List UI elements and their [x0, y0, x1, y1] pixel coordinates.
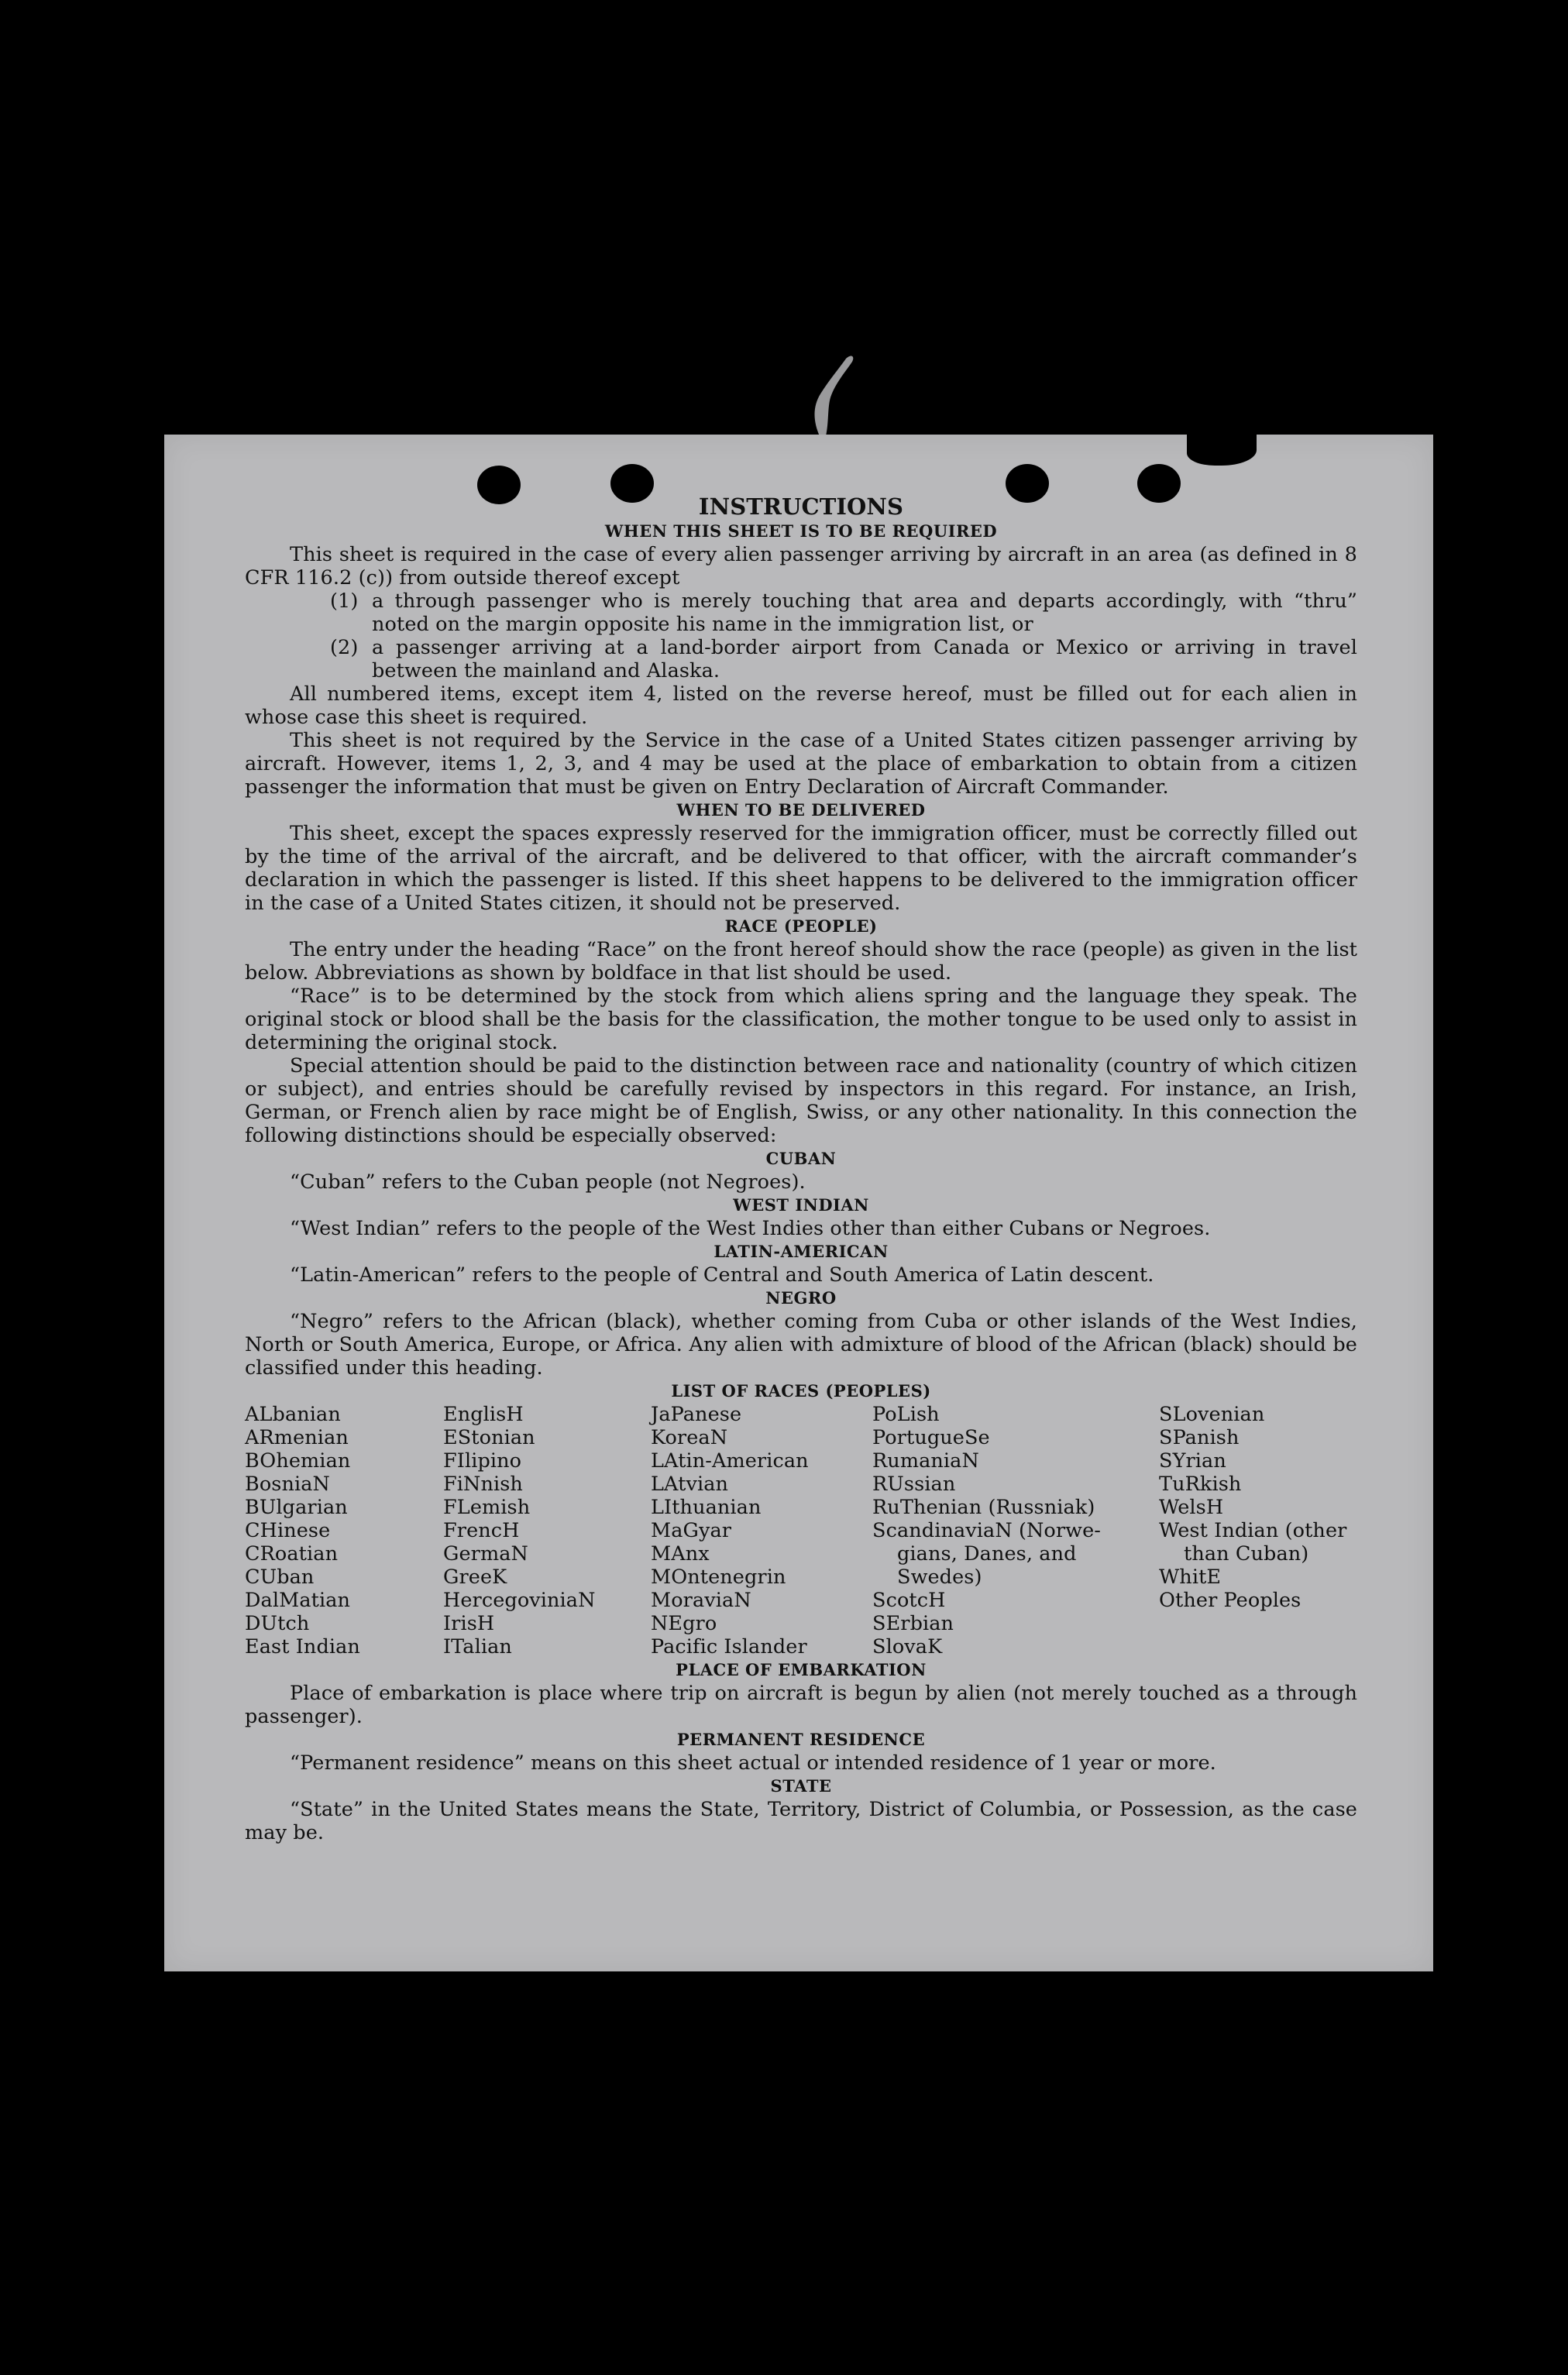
race-entry-continued: Swedes) — [897, 1566, 982, 1589]
item-text: a through passenger who is merely touching that area and departs accordingly, with “thru” noted on the margin opposite his name in the immigration list, or — [372, 589, 1357, 636]
paragraph: “West Indian” refers to the people of the West Indies other than either Cubans or Negroes. — [290, 1217, 1211, 1240]
section-heading-list-of-races: LIST OF RACES (PEOPLES) — [671, 1381, 931, 1401]
item-number: (1) — [330, 589, 359, 613]
race-entry: GermaN — [443, 1542, 528, 1566]
race-entry-continued: gians, Danes, and — [897, 1542, 1077, 1566]
race-entry: East Indian — [245, 1635, 360, 1658]
section-heading-negro: NEGRO — [765, 1288, 837, 1308]
section-heading-embarkation: PLACE OF EMBARKATION — [676, 1660, 927, 1679]
races-column — [443, 1403, 651, 1658]
race-entry: BUlgarian — [245, 1496, 348, 1519]
race-entry: NEgro — [651, 1612, 717, 1635]
race-entry: LAtin-American — [651, 1449, 809, 1473]
race-entry: DUtch — [245, 1612, 310, 1635]
instructions-content — [245, 493, 1357, 1844]
race-entry: KoreaN — [651, 1426, 728, 1449]
race-entry: PoLish — [872, 1403, 940, 1426]
race-entry: FIlipino — [443, 1449, 522, 1473]
section-heading-cuban: CUBAN — [765, 1149, 837, 1168]
race-entry: LAtvian — [651, 1473, 729, 1496]
race-entry: IrisH — [443, 1612, 495, 1635]
race-entry: RUssian — [872, 1473, 956, 1496]
list-item — [245, 589, 1357, 636]
section-heading-latin-american: LATIN-AMERICAN — [714, 1242, 889, 1261]
race-entry: LIthuanian — [651, 1496, 762, 1519]
torn-paper-fragment — [790, 352, 860, 438]
instruction-sheet — [164, 435, 1433, 1971]
race-entry: Other Peoples — [1159, 1589, 1302, 1612]
race-entry: WelsH — [1159, 1496, 1224, 1519]
races-column — [1159, 1403, 1357, 1658]
race-entry: MOntenegrin — [651, 1566, 786, 1589]
paragraph: This sheet is required in the case of every alien passenger arriving by aircraft in an area (as defined in 8 CFR 116.2 (c)) from outside thereof except — [245, 543, 1357, 589]
paragraph: This sheet is not required by the Service in the case of a United States citizen passenger arriving by aircraft. However, items 1, 2, 3, and 4 may be used at the place of embarkation to obtain from a citizen passenger the information that must be given on Entry Declaration of Aircraft Commander. — [245, 729, 1357, 799]
race-entry: SlovaK — [872, 1635, 943, 1658]
item-text: a passenger arriving at a land-border airport from Canada or Mexico or arriving in travel between the mainland and Alaska. — [372, 636, 1357, 682]
race-entry: FiNnish — [443, 1473, 523, 1496]
race-entry: EnglisH — [443, 1403, 524, 1426]
race-entry: DalMatian — [245, 1589, 351, 1612]
paragraph: “State” in the United States means the State, Territory, District of Columbia, or Possession, as the case may be. — [245, 1798, 1357, 1844]
races-table — [245, 1403, 1357, 1658]
race-entry: PortugueSe — [872, 1426, 990, 1449]
race-entry: ARmenian — [245, 1426, 349, 1449]
race-entry: SPanish — [1159, 1426, 1240, 1449]
races-column — [651, 1403, 872, 1658]
race-entry: GreeK — [443, 1566, 507, 1589]
paragraph: All numbered items, except item 4, listed on the reverse hereof, must be filled out for each alien in whose case this sheet is required. — [245, 682, 1357, 729]
race-entry: ITalian — [443, 1635, 512, 1658]
race-entry: SLovenian — [1159, 1403, 1265, 1426]
race-entry: JaPanese — [651, 1403, 742, 1426]
race-entry: EStonian — [443, 1426, 535, 1449]
race-entry-continued: than Cuban) — [1184, 1542, 1309, 1566]
race-entry: BosniaN — [245, 1473, 330, 1496]
race-entry: TuRkish — [1159, 1473, 1242, 1496]
race-entry: West Indian (other — [1159, 1519, 1347, 1542]
paragraph: “Negro” refers to the African (black), whether coming from Cuba or other islands of the West Indies, North or South America, Europe, or Africa. Any alien with admixture of blood of the African (black) should be classified under this heading. — [245, 1310, 1357, 1380]
race-entry: BOhemian — [245, 1449, 351, 1473]
race-entry: SYrian — [1159, 1449, 1226, 1473]
race-entry: RumaniaN — [872, 1449, 979, 1473]
race-entry: RuThenian (Russniak) — [872, 1496, 1095, 1519]
race-entry: HercegoviniaN — [443, 1589, 596, 1612]
race-entry: FLemish — [443, 1496, 531, 1519]
race-entry: Pacific Islander — [651, 1635, 807, 1658]
section-heading-race: RACE (PEOPLE) — [724, 916, 878, 936]
section-heading-when-delivered: WHEN TO BE DELIVERED — [676, 800, 926, 820]
page-title: INSTRUCTIONS — [698, 493, 904, 520]
torn-corner — [1187, 435, 1257, 466]
list-item — [245, 636, 1357, 682]
race-entry: WhitE — [1159, 1566, 1222, 1589]
race-entry: CRoatian — [245, 1542, 339, 1566]
race-entry: SErbian — [872, 1612, 954, 1635]
paragraph: Place of embarkation is place where trip on aircraft is begun by alien (not merely touched as a through passenger). — [245, 1682, 1357, 1728]
paragraph: This sheet, except the spaces expressly reserved for the immigration officer, must be correctly filled out by the time of the arrival of the aircraft, and be delivered to that officer, with the aircraft commander’s declaration in which the passenger is listed. If this sheet happens to be delivered to the immigration officer in the case of a United States citizen, it should not be preserved. — [245, 822, 1357, 915]
race-entry: ALbanian — [245, 1403, 341, 1426]
race-entry: CHinese — [245, 1519, 331, 1542]
race-entry: FrencH — [443, 1519, 520, 1542]
race-entry: ScandinaviaN (Norwe- — [872, 1519, 1102, 1542]
section-heading-when-required: WHEN THIS SHEET IS TO BE REQUIRED — [604, 521, 998, 541]
race-entry: MAnx — [651, 1542, 710, 1566]
paragraph: Special attention should be paid to the distinction between race and nationality (country of which citizen or subject), and entries should be carefully revised by inspectors in this regard. For instance, an Irish, German, or French alien by race might be of English, Swiss, or any other nationality. In this connection the following distinctions should be especially observed: — [245, 1054, 1357, 1147]
races-column — [872, 1403, 1159, 1658]
race-entry: ScotcH — [872, 1589, 946, 1612]
section-heading-permanent-residence: PERMANENT RESIDENCE — [676, 1730, 926, 1749]
races-column — [245, 1403, 443, 1658]
race-entry: MaGyar — [651, 1519, 732, 1542]
section-heading-west-indian: WEST INDIAN — [733, 1195, 869, 1215]
paragraph: “Permanent residence” means on this sheet actual or intended residence of 1 year or more. — [290, 1751, 1216, 1775]
paragraph: “Latin-American” refers to the people of Central and South America of Latin descent. — [290, 1263, 1154, 1287]
race-entry: CUban — [245, 1566, 315, 1589]
item-number: (2) — [330, 636, 359, 659]
paragraph: “Race” is to be determined by the stock from which aliens spring and the language they speak. The original stock or blood shall be the basis for the classification, the mother tongue to be used only to assist in determining the original stock. — [245, 985, 1357, 1054]
paragraph: The entry under the heading “Race” on the front hereof should show the race (people) as given in the list below. Abbreviations as shown by boldface in that list should be used. — [245, 938, 1357, 985]
paragraph: “Cuban” refers to the Cuban people (not Negroes). — [290, 1170, 806, 1194]
section-heading-state: STATE — [770, 1776, 832, 1796]
race-entry: MoraviaN — [651, 1589, 751, 1612]
